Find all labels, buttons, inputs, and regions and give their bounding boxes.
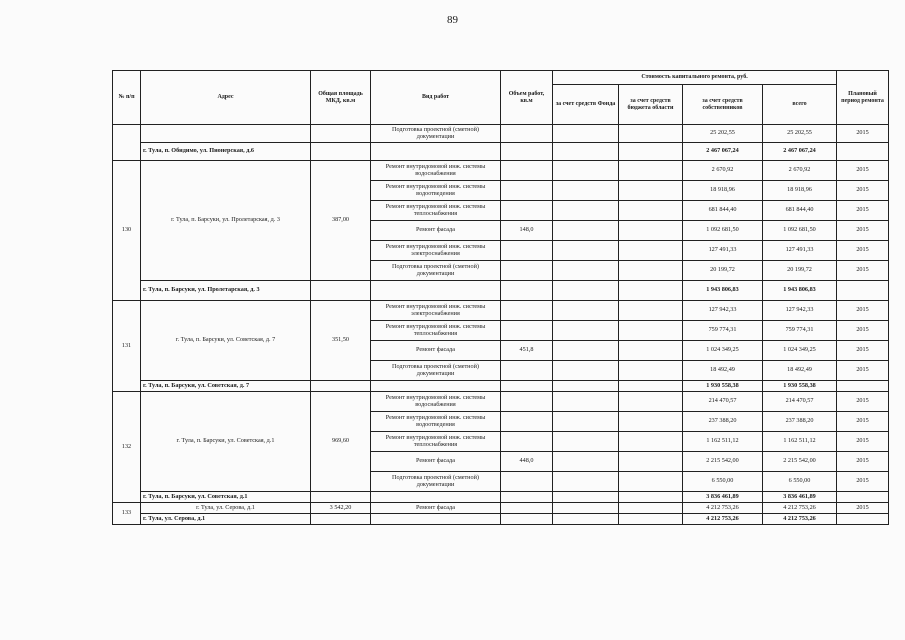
cell-period: 2015	[837, 321, 889, 341]
cell-owners: 127 491,33	[683, 241, 763, 261]
cell-work: Ремонт фасада	[371, 221, 501, 241]
cell-total: 18 918,96	[763, 181, 837, 201]
cell-area: 3 542,20	[311, 503, 371, 514]
cell-work: Ремонт внутридомовой инж. системы теплоснабжения	[371, 432, 501, 452]
cell-period: 2015	[837, 412, 889, 432]
cell-work: Подготовка проектной (сметной) документации	[371, 472, 501, 492]
cell-volume	[501, 432, 553, 452]
cell-volume	[501, 161, 553, 181]
cell-owners: 20 199,72	[683, 261, 763, 281]
cell-num: 132	[113, 392, 141, 503]
cell-volume: 148,0	[501, 221, 553, 241]
header-fund: за счет средств Фонда	[553, 85, 619, 125]
cell-total: 1 024 349,25	[763, 341, 837, 361]
table-row	[113, 301, 889, 321]
cell-area: 351,50	[311, 301, 371, 381]
cell-owners: 18 918,96	[683, 181, 763, 201]
cell-period: 2015	[837, 181, 889, 201]
cell-period: 2015	[837, 472, 889, 492]
subtotal-address: г. Тула, ул. Серова, д.1	[141, 514, 311, 525]
subtotal-address: г. Тула, п. Обидимо, ул. Пионерская, д.6	[141, 143, 311, 161]
cell-total: 2 670,92	[763, 161, 837, 181]
cell-num: 131	[113, 301, 141, 392]
cell-period: 2015	[837, 221, 889, 241]
subtotal-owners: 1 943 806,83	[683, 281, 763, 301]
cell-work: Ремонт внутридомовой инж. системы электроснабжения	[371, 301, 501, 321]
cell-volume	[501, 503, 553, 514]
cell-volume	[501, 241, 553, 261]
cell-total: 237 388,20	[763, 412, 837, 432]
cell-owners: 4 212 753,26	[683, 503, 763, 514]
table-row-subtotal	[113, 381, 889, 392]
cell-work: Ремонт фасада	[371, 503, 501, 514]
subtotal-owners: 3 836 461,89	[683, 492, 763, 503]
capital-repair-table	[112, 70, 889, 525]
cell-owners: 25 202,55	[683, 125, 763, 143]
subtotal-owners: 4 212 753,26	[683, 514, 763, 525]
header-area: Общая площадь МКД, кв.м	[311, 71, 371, 125]
table-row-subtotal	[113, 143, 889, 161]
subtotal-total: 1 943 806,83	[763, 281, 837, 301]
cell-num	[113, 125, 141, 161]
header-region: за счет средств бюджета области	[619, 85, 683, 125]
cell-owners: 6 550,00	[683, 472, 763, 492]
header-total: всего	[763, 85, 837, 125]
cell-work: Ремонт внутридомовой инж. системы теплоснабжения	[371, 201, 501, 221]
cell-volume	[501, 321, 553, 341]
cell-owners: 1 092 681,50	[683, 221, 763, 241]
table-row-subtotal	[113, 514, 889, 525]
header-work-type: Вид работ	[371, 71, 501, 125]
cell-num: 133	[113, 503, 141, 525]
page-number: 89	[447, 14, 458, 26]
subtotal-address: г. Тула, п. Барсуки, ул. Пролетарская, д. 3	[141, 281, 311, 301]
subtotal-owners: 2 467 067,24	[683, 143, 763, 161]
cell-work: Ремонт внутридомовой инж. системы водоснабжения	[371, 161, 501, 181]
cell-owners: 1 024 349,25	[683, 341, 763, 361]
subtotal-total: 3 836 461,89	[763, 492, 837, 503]
table-row-subtotal	[113, 281, 889, 301]
cell-total: 214 470,57	[763, 392, 837, 412]
table-row	[113, 125, 889, 143]
header-period: Плановый период ремонта	[837, 71, 889, 125]
cell-area: 387,00	[311, 161, 371, 281]
cell-volume	[501, 472, 553, 492]
cell-work: Ремонт фасада	[371, 452, 501, 472]
cell-owners: 214 470,57	[683, 392, 763, 412]
cell-volume	[501, 261, 553, 281]
cell-work: Ремонт внутридомовой инж. системы электроснабжения	[371, 241, 501, 261]
cell-period: 2015	[837, 125, 889, 143]
cell-num: 130	[113, 161, 141, 301]
cell-period: 2015	[837, 452, 889, 472]
cell-total: 759 774,31	[763, 321, 837, 341]
cell-work: Подготовка проектной (сметной) документации	[371, 125, 501, 143]
cell-period: 2015	[837, 341, 889, 361]
cell-total: 18 492,49	[763, 361, 837, 381]
subtotal-owners: 1 930 558,38	[683, 381, 763, 392]
cell-period: 2015	[837, 301, 889, 321]
cell-owners: 2 215 542,00	[683, 452, 763, 472]
cell-total: 25 202,55	[763, 125, 837, 143]
cell-work: Подготовка проектной (сметной) документации	[371, 361, 501, 381]
cell-period: 2015	[837, 161, 889, 181]
cell-address: г. Тула, п. Барсуки, ул. Советская, д.1	[141, 392, 311, 492]
cell-work: Ремонт внутридомовой инж. системы теплоснабжения	[371, 321, 501, 341]
cell-period: 2015	[837, 201, 889, 221]
table-row	[113, 161, 889, 181]
cell-fund	[553, 125, 619, 143]
cell-total: 127 942,33	[763, 301, 837, 321]
cell-work: Ремонт фасада	[371, 341, 501, 361]
cell-total: 127 491,33	[763, 241, 837, 261]
cell-work: Ремонт внутридомовой инж. системы водоотведения	[371, 412, 501, 432]
cell-volume: 451,8	[501, 341, 553, 361]
cell-work: Ремонт внутридомовой инж. системы водоснабжения	[371, 392, 501, 412]
cell-owners: 759 774,31	[683, 321, 763, 341]
cell-volume	[501, 412, 553, 432]
cell-total: 681 844,40	[763, 201, 837, 221]
cell-period: 2015	[837, 503, 889, 514]
cell-period: 2015	[837, 261, 889, 281]
cell-address: г. Тула, п. Барсуки, ул. Пролетарская, д. 3	[141, 161, 311, 281]
cell-period: 2015	[837, 392, 889, 412]
cell-owners: 18 492,49	[683, 361, 763, 381]
cell-total: 4 212 753,26	[763, 503, 837, 514]
cell-owners: 2 670,92	[683, 161, 763, 181]
cell-address	[141, 125, 311, 143]
cell-work: Подготовка проектной (сметной) документации	[371, 261, 501, 281]
subtotal-address: г. Тула, п. Барсуки, ул. Советская, д. 7	[141, 381, 311, 392]
cell-total: 1 162 511,12	[763, 432, 837, 452]
header-cost-group: Стоимость капитального ремонта, руб.	[553, 71, 837, 85]
cell-owners: 237 388,20	[683, 412, 763, 432]
cell-owners: 681 844,40	[683, 201, 763, 221]
cell-volume	[501, 361, 553, 381]
header-volume: Объем работ, кв.м	[501, 71, 553, 125]
cell-period: 2015	[837, 241, 889, 261]
table-row	[113, 503, 889, 514]
cell-owners: 127 942,33	[683, 301, 763, 321]
cell-total: 1 092 681,50	[763, 221, 837, 241]
cell-period: 2015	[837, 361, 889, 381]
cell-volume	[501, 392, 553, 412]
cell-address: г. Тула, п. Барсуки, ул. Советская, д. 7	[141, 301, 311, 381]
header-address: Адрес	[141, 71, 311, 125]
cell-volume	[501, 301, 553, 321]
cell-work: Ремонт внутридомовой инж. системы водоотведения	[371, 181, 501, 201]
cell-volume	[501, 181, 553, 201]
cell-region	[619, 125, 683, 143]
cell-volume: 448,0	[501, 452, 553, 472]
cell-period: 2015	[837, 432, 889, 452]
subtotal-address: г. Тула, п. Барсуки, ул. Советская, д.1	[141, 492, 311, 503]
cell-volume	[501, 201, 553, 221]
cell-total: 2 215 542,00	[763, 452, 837, 472]
cell-total: 6 550,00	[763, 472, 837, 492]
cell-volume	[501, 125, 553, 143]
cell-area: 969,60	[311, 392, 371, 492]
cell-owners: 1 162 511,12	[683, 432, 763, 452]
subtotal-total: 2 467 067,24	[763, 143, 837, 161]
header-num: № п/п	[113, 71, 141, 125]
header-owners: за счет средств собственников	[683, 85, 763, 125]
cell-address: г. Тула, ул. Серова, д.1	[141, 503, 311, 514]
cell-area	[311, 125, 371, 143]
subtotal-total: 4 212 753,26	[763, 514, 837, 525]
table-row-subtotal	[113, 492, 889, 503]
table-row	[113, 392, 889, 412]
subtotal-total: 1 930 558,38	[763, 381, 837, 392]
cell-total: 20 199,72	[763, 261, 837, 281]
